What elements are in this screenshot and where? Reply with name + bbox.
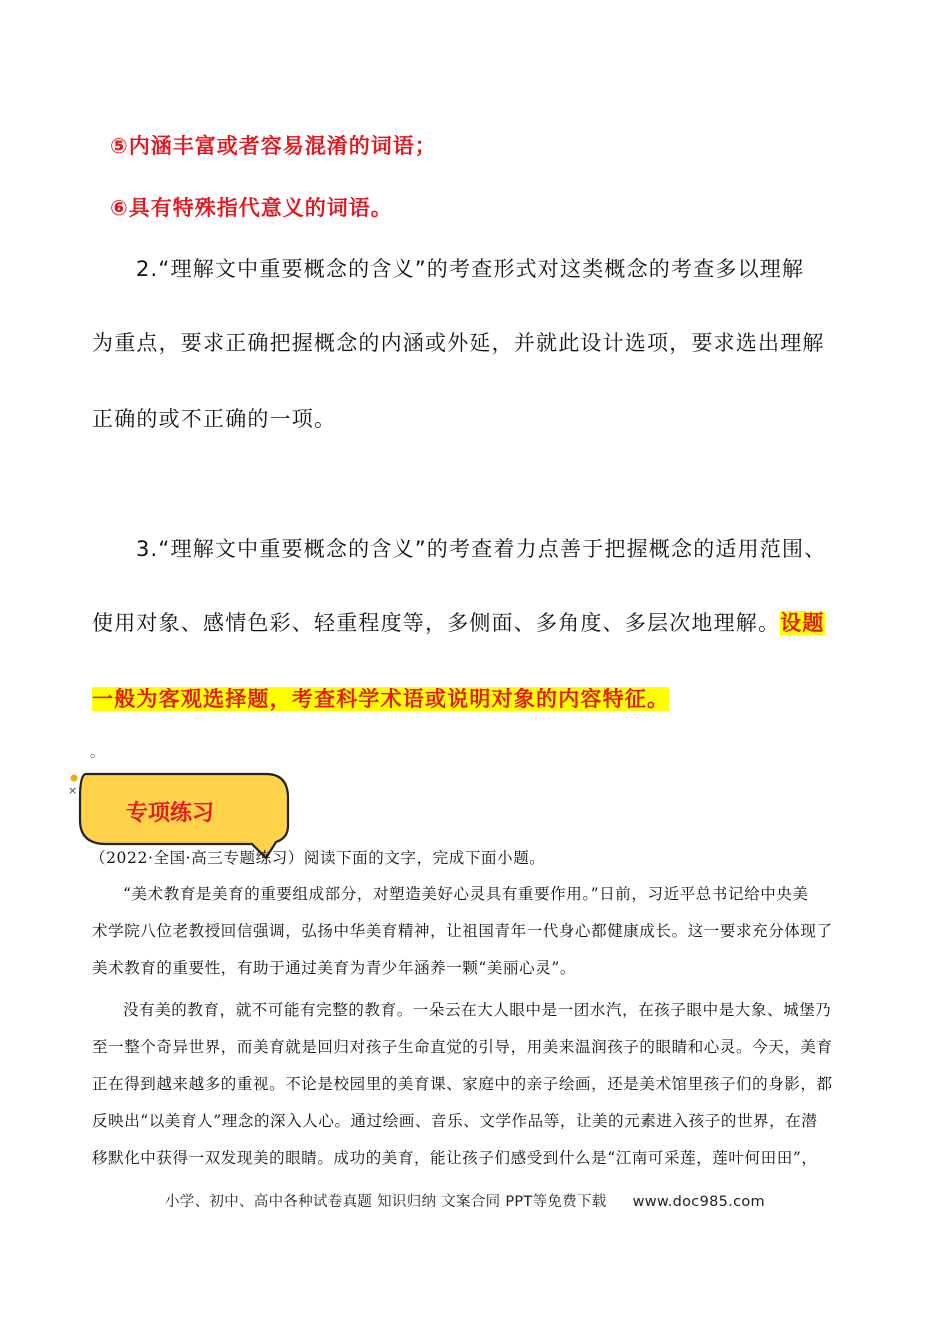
paragraph-3-line-2: [92, 610, 872, 636]
text-line: 美术教育的重要性，有助于通过美育为青少年涵养一颗“美丽心灵”。: [92, 959, 576, 977]
text-line: 反映出“以美育人”理念的深入人心。通过绘画、音乐、文学作品等，让美的元素进入孩子的世界，在潜: [92, 1112, 818, 1130]
highlight-text: 设题: [780, 611, 825, 635]
text-line: 移默化中获得一双发现美的眼睛。成功的美育，能让孩子们感受到什么是“江南可采莲，莲叶何田田”，: [92, 1149, 818, 1167]
paragraph-3-line-2-text: 使用对象、感情色彩、轻重程度等，多侧面、多角度、多层次地理解。: [92, 611, 781, 635]
list-item-5: ⑤内涵丰富或者容易混淆的词语；: [110, 134, 437, 158]
paragraph-3-line-3: [92, 686, 872, 712]
highlight-text: 一般为客观选择题，考查科学术语或说明对象的内容特征。: [92, 687, 670, 711]
text-line: “美术教育是美育的重要组成部分，对塑造美好心灵具有重要作用。”日前，习近平总书记给中央美: [123, 885, 809, 903]
text-line: 没有美的教育，就不可能有完整的教育。一朵云在大人眼中是一团水汽，在孩子眼中是大象、城堡乃: [123, 1001, 832, 1019]
paragraph-3-line-1: 3.“理解文中重要概念的含义”的考查着力点善于把握概念的适用范围、: [136, 537, 827, 561]
text-line: 术学院八位老教授回信强调，弘扬中华美育精神，让祖国青年一代身心都健康成长。这一要求充分体现了: [92, 922, 833, 940]
section-title: 专项练习: [126, 801, 215, 826]
paragraph-2-line-1: 2.“理解文中重要概念的含义”的考查形式对这类概念的考查多以理解: [136, 257, 805, 281]
paragraph-2-line-2: 为重点，要求正确把握概念的内涵或外延，并就此设计选项，要求选出理解: [92, 331, 825, 355]
page-footer: [165, 1190, 765, 1211]
footer-site-link[interactable]: www.doc985.com: [632, 1194, 765, 1210]
text-line: 至一整个奇异世界，而美育就是回归对孩子生命直觉的引导，用美来温润孩子的眼睛和心灵。今天，美育: [92, 1038, 833, 1056]
exercise-source: （2022·全国·高三专题练习）阅读下面的文字，完成下面小题。: [90, 849, 546, 867]
paragraph-2-line-3: 正确的或不正确的一项。: [92, 407, 337, 431]
svg-text:×: ×: [68, 784, 78, 797]
stray-mark: 。: [90, 745, 104, 761]
text-line: 正在得到越来越多的重视。不论是校园里的美育课、家庭中的亲子绘画，还是美术馆里孩子们的身影，都: [92, 1075, 833, 1093]
footer-text: 小学、初中、高中各种试卷真题 知识归纳 文案合同 PPT等免费下载: [165, 1194, 607, 1210]
list-item-6: ⑥具有特殊指代意义的词语。: [110, 196, 393, 220]
